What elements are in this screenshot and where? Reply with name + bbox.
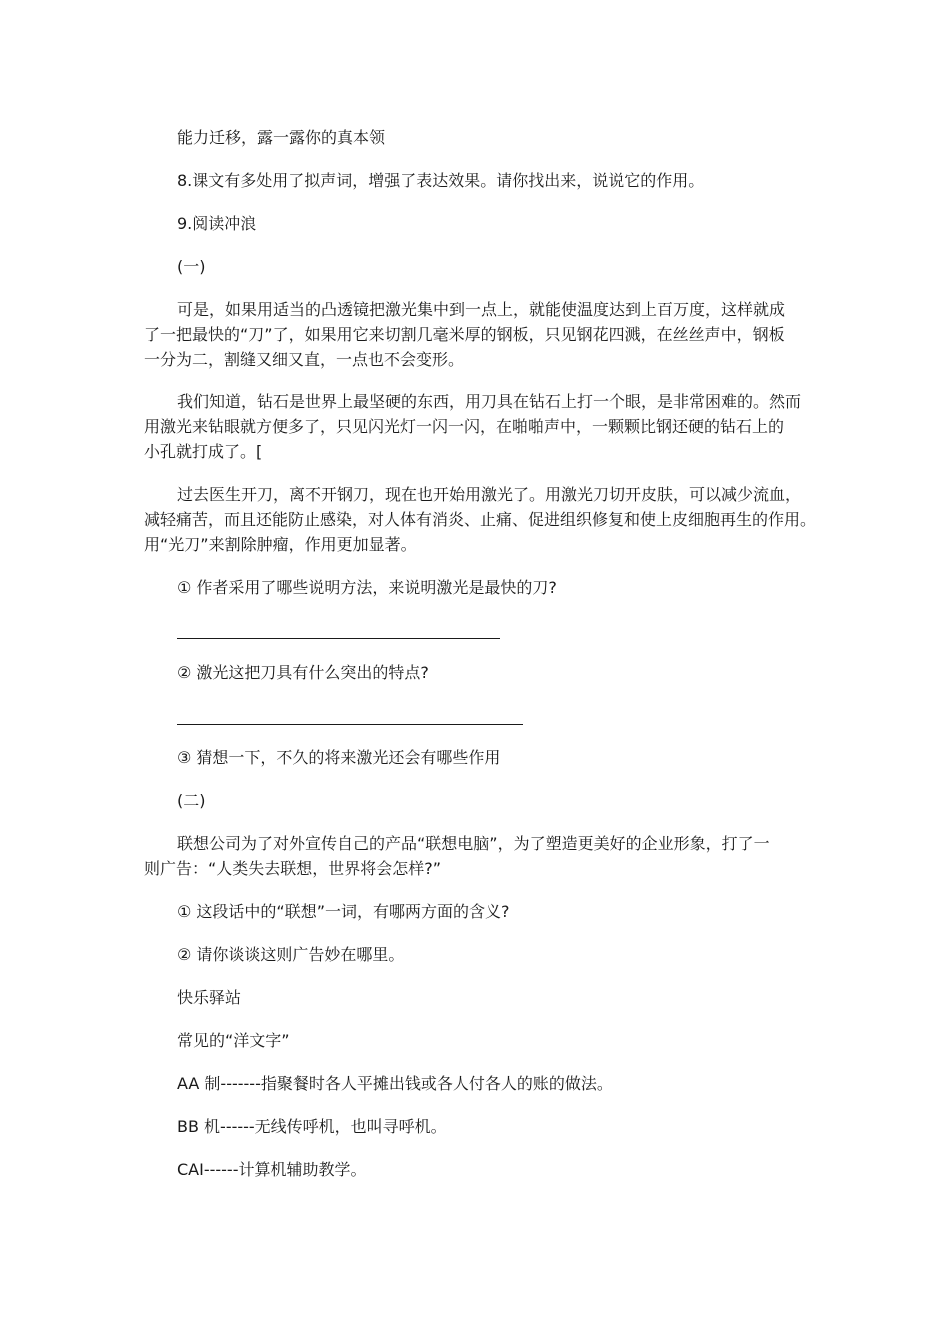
part-1-paragraph-1-line-1: 可是，如果用适当的凸透镜把激光集中到一点上，就能使温度达到上百万度，这样就成	[177, 300, 786, 319]
part-2-question-2: ② 请你谈谈这则广告妙在哪里。	[177, 945, 405, 964]
part-1-paragraph-1-line-3: 一分为二，割缝又细又直，一点也不会变形。	[144, 350, 465, 369]
part-2-paragraph-line-2: 则广告：“人类失去联想，世界将会怎样?”	[144, 859, 442, 878]
answer-blank-1[interactable]	[177, 638, 500, 639]
part-1-paragraph-3-line-2: 减轻痛苦，而且还能防止感染，对人体有消炎、止痛、促进组织修复和使上皮细胞再生的作用。	[144, 510, 817, 529]
part-1-paragraph-2-line-2: 用激光来钻眼就方便多了，只见闪光灯一闪一闪，在啪啪声中，一颗颗比钢还硬的钻石上的	[144, 417, 785, 436]
section-heading: 能力迁移，露一露你的真本领	[177, 128, 386, 147]
question-8: 8.课文有多处用了拟声词，增强了表达效果。请你找出来，说说它的作用。	[177, 171, 705, 190]
glossary-item-cai: CAI------计算机辅助教学。	[177, 1160, 367, 1179]
happy-station-title: 快乐驿站	[177, 988, 242, 1007]
part-1-question-3: ③ 猜想一下，不久的将来激光还会有哪些作用	[177, 748, 501, 767]
answer-blank-2[interactable]	[177, 724, 523, 725]
part-2-paragraph-line-1: 联想公司为了对外宣传自己的产品“联想电脑”，为了塑造更美好的企业形象，打了一	[177, 834, 770, 853]
part-1-paragraph-2-line-1: 我们知道，钻石是世界上最坚硬的东西，用刀具在钻石上打一个眼，是非常困难的。然而	[177, 392, 802, 411]
part-1-paragraph-3-line-1: 过去医生开刀，离不开钢刀，现在也开始用激光了。用激光刀切开皮肤，可以减少流血，	[177, 485, 802, 504]
part-1-label: (一)	[177, 257, 206, 276]
glossary-item-bb: BB 机------无线传呼机，也叫寻呼机。	[177, 1117, 447, 1136]
part-2-question-1: ① 这段话中的“联想”一词，有哪两方面的含义?	[177, 902, 510, 921]
question-9: 9.阅读冲浪	[177, 214, 257, 233]
part-1-question-2: ② 激光这把刀具有什么突出的特点?	[177, 663, 429, 682]
part-1-question-1: ① 作者采用了哪些说明方法，来说明激光是最快的刀?	[177, 578, 557, 597]
part-1-paragraph-1-line-2: 了一把最快的“刀”了，如果用它来切割几毫米厚的钢板，只见钢花四溅，在丝丝声中，钢板	[144, 325, 785, 344]
part-1-paragraph-2-line-3: 小孔就打成了。[	[144, 442, 263, 461]
part-1-paragraph-3-line-3: 用“光刀”来割除肿瘤，作用更加显著。	[144, 535, 417, 554]
happy-station-subtitle: 常见的“洋文字”	[177, 1031, 290, 1050]
glossary-item-aa: AA 制-------指聚餐时各人平摊出钱或各人付各人的账的做法。	[177, 1074, 613, 1093]
part-2-label: (二)	[177, 791, 206, 810]
